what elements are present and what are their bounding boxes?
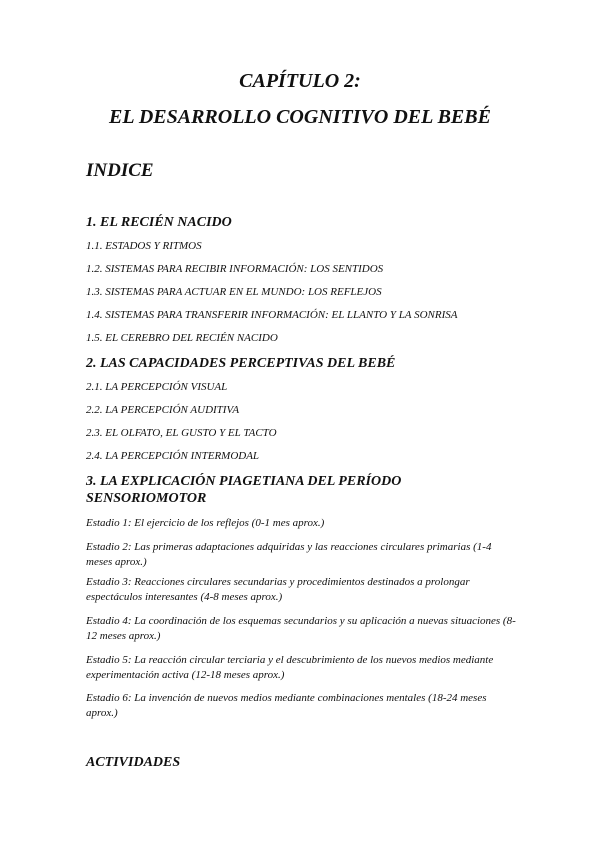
stage-item-4: Estadio 4: La coordinación de los esquemas secundarios y su aplicación a nuevas situaciones (8-12 meses aprox.) xyxy=(86,615,516,642)
section-heading-1: 1. EL RECIÉN NACIDO xyxy=(86,215,232,230)
index-item-1-2: 1.2. SISTEMAS PARA RECIBIR INFORMACIÓN: LOS SENTIDOS xyxy=(86,263,384,275)
stage-item-6: Estadio 6: La invención de nuevos medios mediante combinaciones mentales (18-24 meses aprox.) xyxy=(86,692,487,719)
index-item-2-3: 2.3. EL OLFATO, EL GUSTO Y EL TACTO xyxy=(86,427,277,439)
index-item-1-1: 1.1. ESTADOS Y RITMOS xyxy=(86,240,202,252)
chapter-number: CAPÍTULO 2: xyxy=(239,70,361,92)
index-item-2-2: 2.2. LA PERCEPCIÓN AUDITIVA xyxy=(86,404,240,416)
index-item-2-1: 2.1. LA PERCEPCIÓN VISUAL xyxy=(86,381,228,393)
chapter-title: EL DESARROLLO COGNITIVO DEL BEBÉ xyxy=(109,106,491,128)
index-item-1-5: 1.5. EL CEREBRO DEL RECIÉN NACIDO xyxy=(86,332,278,344)
index-item-1-4: 1.4. SISTEMAS PARA TRANSFERIR INFORMACIÓN: EL LLANTO Y LA SONRISA xyxy=(86,309,458,321)
activities-heading: ACTIVIDADES xyxy=(86,755,181,770)
section-heading-3: 3. LA EXPLICACIÓN PIAGETIANA DEL PERÍODO SENSORIOMOTOR xyxy=(86,474,402,506)
index-heading: INDICE xyxy=(86,160,154,181)
index-item-2-4: 2.4. LA PERCEPCIÓN INTERMODAL xyxy=(86,450,260,462)
index-item-1-3: 1.3. SISTEMAS PARA ACTUAR EN EL MUNDO: LOS REFLEJOS xyxy=(86,286,382,298)
stage-item-3: Estadio 3: Reacciones circulares secundarias y procedimientos destinados a prolongar espectáculos interesantes (4-8 meses aprox.) xyxy=(86,576,470,603)
stage-item-1: Estadio 1: El ejercicio de los reflejos (0-1 mes aprox.) xyxy=(86,517,325,529)
stage-item-5: Estadio 5: La reacción circular terciaria y el descubrimiento de los nuevos medios mediante experimentación activa (12-18 meses aprox.) xyxy=(86,654,494,681)
section-heading-2: 2. LAS CAPACIDADES PERCEPTIVAS DEL BEBÉ xyxy=(86,356,396,371)
stage-item-2: Estadio 2: Las primeras adaptaciones adquiridas y las reacciones circulares primarias (1-4 meses aprox.) xyxy=(86,541,492,568)
